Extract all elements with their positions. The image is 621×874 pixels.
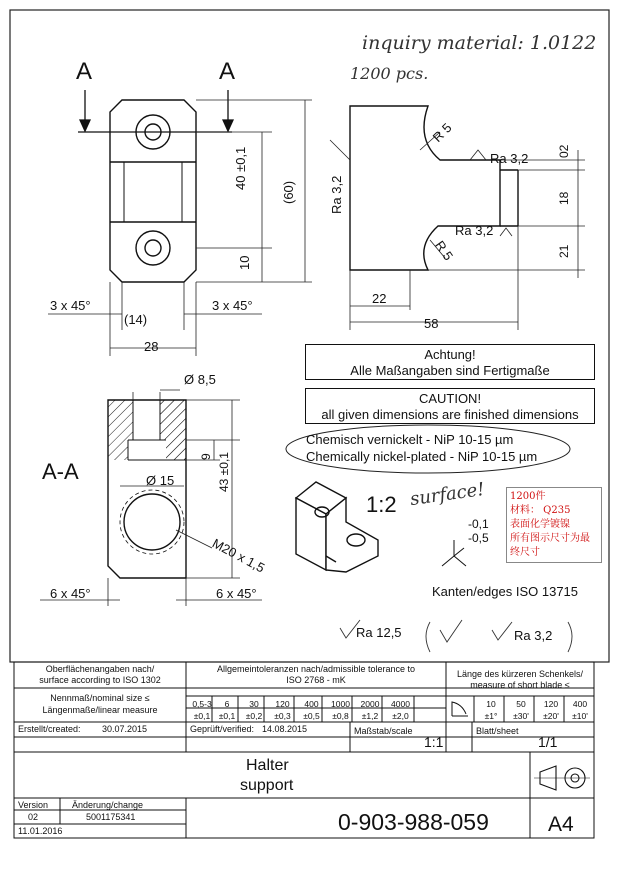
dim-9: 9 <box>199 453 213 460</box>
tol-header-cell: 0,5-3 <box>192 699 212 709</box>
edges-standard: Kanten/edges ISO 13715 <box>432 584 579 599</box>
radius-top: R 5 <box>429 120 455 145</box>
section-mark-left: A <box>76 58 93 85</box>
sheet-format: A4 <box>548 813 574 836</box>
achtung-text: Alle Maßangaben sind Fertigmaße <box>350 363 550 378</box>
edge-tol-bottom: -0,5 <box>468 531 489 545</box>
chinese-note <box>506 487 602 563</box>
tol-value-cell: ±0,1 <box>193 711 211 721</box>
ra-mid: Ra 3,2 <box>455 223 494 238</box>
dim-15: Ø 15 <box>146 473 175 488</box>
cn-line-2: 材料： Q235 <box>510 505 571 516</box>
tol-header-cell: 6 <box>224 699 230 709</box>
dim-28: 28 <box>144 339 159 354</box>
chamfer-a-left: 6 x 45° <box>50 586 91 601</box>
caution-box <box>305 388 595 424</box>
drawing-number: 0-903-988-059 <box>338 809 489 835</box>
tol-value-cell: ±2,0 <box>392 711 409 721</box>
tol-value-cell: ±0,2 <box>245 711 263 721</box>
chamfer-a-right: 6 x 45° <box>216 586 257 601</box>
chamfer-right: 3 x 45° <box>212 298 253 313</box>
cn-line-1: 1200件 <box>510 491 546 502</box>
section-view <box>108 400 186 578</box>
sheet-value: 1/1 <box>538 734 558 750</box>
radius-bottom: R 5 <box>432 237 457 264</box>
achtung-title: Achtung! <box>424 347 476 362</box>
blade-value-cell: ±10' <box>572 711 588 721</box>
coating-en: Chemically nickel-plated - NiP 10-15 µm <box>306 449 538 464</box>
sheet-label: Blatt/sheet <box>476 726 519 736</box>
section-cut-line <box>78 90 233 132</box>
dim-18: 18 <box>557 191 571 205</box>
dim-14: (14) <box>124 312 148 327</box>
tol-value-cell: ±0,5 <box>303 711 320 721</box>
dim-40: 40 ±0,1 <box>233 146 248 190</box>
quantity-note: 1200 pcs. <box>350 64 429 83</box>
section-mark-right: A <box>219 58 236 85</box>
cn-line-4: 所有图示尺寸为最 <box>510 533 590 544</box>
tol-header-cell: 1000 <box>331 699 350 709</box>
tol-header-cell: 120 <box>275 699 290 709</box>
version-value: 02 <box>28 812 39 822</box>
change-value: 5001175341 <box>86 812 136 822</box>
dim-21: 21 <box>557 244 571 258</box>
blade-header-cell: 120 <box>543 699 559 709</box>
tol-header-cell: 30 <box>249 699 259 709</box>
caution-text: all given dimensions are finished dimensions <box>321 407 579 422</box>
title-en: support <box>240 777 294 794</box>
front-view-dims <box>48 100 312 356</box>
tolerance-spec-2: ISO 2768 - mK <box>286 675 346 685</box>
edge-tol-top: -0,1 <box>468 517 489 531</box>
coating-de: Chemisch vernickelt - NiP 10-15 µm <box>306 432 514 447</box>
front-view <box>110 100 196 282</box>
projection-symbol <box>534 766 590 790</box>
verified-date: 14.08.2015 <box>262 724 308 734</box>
tol-value-cell: ±0,1 <box>218 711 236 721</box>
dim-58: 58 <box>424 316 439 331</box>
dim-22: 22 <box>372 291 387 306</box>
surface-spec-1: Oberflächenangaben nach/ <box>45 664 155 674</box>
roughness-local: Ra 3,2 <box>514 628 553 643</box>
blade-header-cell: 400 <box>572 699 588 709</box>
tol-header-cell: 4000 <box>391 699 410 709</box>
nominal-size-1: Nennmaß/nominal size ≤ <box>50 693 150 703</box>
cn-line-3: 表面化学镀镍 <box>510 519 570 530</box>
dim-10: 10 <box>237 255 252 270</box>
blade-spec-1: Länge des kürzeren Schenkels/ <box>456 669 584 679</box>
verified-label: Geprüft/verified: <box>190 724 255 734</box>
created-date: 30.07.2015 <box>102 724 148 734</box>
blade-header-cell: 50 <box>516 699 526 709</box>
blade-value-cell: ±20' <box>543 711 559 721</box>
achtung-box <box>305 344 595 380</box>
section-label: A-A <box>42 459 79 484</box>
roughness-general: Ra 12,5 <box>356 625 402 640</box>
scale-label: Maßstab/scale <box>354 726 413 736</box>
edge-symbol <box>442 540 466 566</box>
blade-value-cell: ±30' <box>513 711 529 721</box>
dim-43: 43 ±0,1 <box>217 452 231 492</box>
blade-spec-2: measure of short blade ≤ <box>470 680 570 690</box>
dim-8-5: Ø 8,5 <box>184 372 216 387</box>
blade-header-cell: 10 <box>486 699 496 709</box>
drawing-frame <box>10 10 609 662</box>
dim-60: (60) <box>281 180 296 204</box>
ra-top: Ra 3,2 <box>490 151 529 166</box>
dim-02: 02 <box>557 144 571 158</box>
tol-value-cell: ±0,8 <box>332 711 349 721</box>
tol-value-cell: ±1,2 <box>361 711 379 721</box>
version-label: Version <box>18 800 49 810</box>
nominal-size-2: Längenmaße/linear measure <box>42 705 158 715</box>
change-date: 11.01.2016 <box>18 826 63 836</box>
scale-value: 1:1 <box>424 734 444 750</box>
change-label: Änderung/change <box>72 800 144 810</box>
thread: M20 x 1,5 <box>209 535 268 576</box>
iso-scale: 1:2 <box>366 492 397 517</box>
created-label: Erstellt/created: <box>18 724 81 734</box>
blade-angle-icon <box>452 702 468 716</box>
cn-line-5: 终尺寸 <box>510 547 540 558</box>
title-de: Halter <box>246 757 289 774</box>
surface-note: surface! <box>408 478 486 511</box>
tol-header-cell: 2000 <box>360 699 380 709</box>
ra-left: Ra 3,2 <box>329 175 344 214</box>
blade-value-cell: ±1° <box>484 711 498 721</box>
tol-value-cell: ±0,3 <box>274 711 291 721</box>
caution-title: CAUTION! <box>418 391 482 406</box>
chamfer-left: 3 x 45° <box>50 298 91 313</box>
tol-header-cell: 400 <box>304 699 319 709</box>
tolerance-spec-1: Allgemeintoleranzen nach/admissible tolerance to <box>216 664 416 674</box>
surface-spec-2: surface according to ISO 1302 <box>39 675 161 685</box>
inquiry-note: inquiry material: 1.0122 <box>362 32 597 54</box>
